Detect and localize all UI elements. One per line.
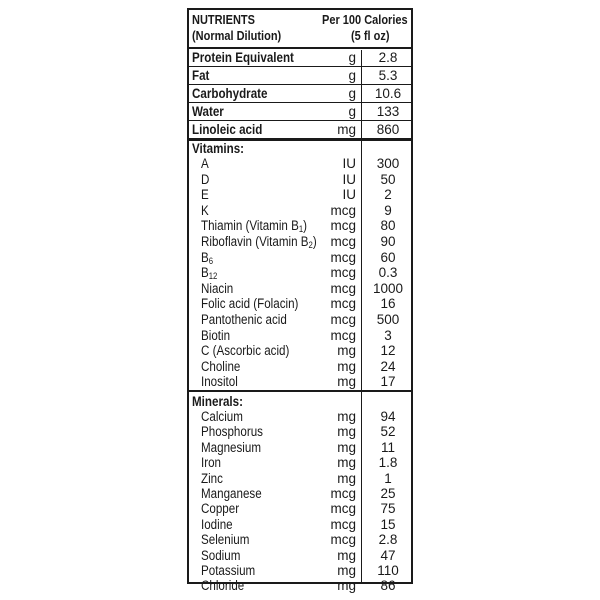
nutrient-name-text: Potassium — [201, 563, 256, 578]
nutrient-name-text: Pantothenic acid — [201, 312, 287, 327]
nutrient-name — [201, 563, 255, 578]
nutrient-unit: mg — [337, 122, 356, 137]
nutrient-name-text: Manganese — [201, 486, 262, 501]
nutrient-value: 24 — [380, 358, 396, 374]
nutrient-value: 11 — [380, 439, 395, 455]
nutrient-name-text: Calcium — [201, 409, 243, 424]
nutrient-name-text: Fat — [192, 68, 210, 83]
nutrient-unit: mcg — [330, 501, 356, 517]
nutrient-value: 2.8 — [378, 50, 398, 65]
nutrient-unit: mg — [337, 455, 356, 471]
nutrient-name — [201, 156, 209, 171]
nutrient-name-suffix: ) — [312, 234, 317, 249]
header-nutrients: NUTRIENTS — [192, 13, 255, 27]
nutrient-value: 17 — [380, 374, 396, 390]
nutrient-unit: mcg — [330, 327, 356, 343]
nutrient-name-text: Copper — [201, 501, 240, 517]
nutrient-name-text: Phosphorus — [201, 424, 263, 440]
header-per-100-calories: Per 100 Calories — [322, 13, 408, 27]
nutrient-name — [192, 68, 209, 83]
nutrient-name-text: K — [201, 202, 209, 218]
nutrient-name-text: B — [201, 249, 209, 265]
nutrient-name — [201, 578, 244, 593]
nutrient-name-text: Riboflavin (Vitamin B — [201, 234, 309, 249]
nutrient-value: 25 — [380, 486, 396, 501]
nutrient-value: 5.3 — [378, 68, 398, 83]
nutrient-value: 0.3 — [378, 265, 398, 281]
nutrient-unit: IU — [342, 156, 356, 171]
nutrient-name-text: Thiamin (Vitamin B — [201, 218, 299, 234]
nutrient-value: 75 — [380, 501, 396, 517]
minerals-title: Minerals: — [192, 394, 243, 409]
nutrient-value: 3 — [384, 327, 392, 343]
nutrient-subscript: 1 — [298, 224, 304, 235]
nutrient-unit: mg — [337, 424, 356, 440]
nutrient-name — [201, 343, 289, 358]
nutrient-name-text: Folic acid (Folacin) — [201, 296, 299, 312]
row-divider — [189, 390, 411, 392]
nutrient-name — [192, 86, 267, 101]
nutrient-name-text: Inositol — [201, 374, 238, 390]
nutrient-value: 47 — [380, 547, 396, 563]
nutrient-subscript: 6 — [208, 255, 214, 266]
nutrient-name-text: Iodine — [201, 516, 233, 532]
nutrient-name — [192, 50, 294, 65]
nutrient-name — [201, 548, 240, 563]
nutrient-value: 1.8 — [378, 455, 398, 471]
nutrient-name — [201, 328, 230, 343]
nutrient-name — [201, 312, 287, 327]
header-serving-volume: (5 fl oz) — [351, 29, 390, 43]
vitamins-title: Vitamins: — [192, 141, 245, 156]
nutrient-name — [201, 532, 249, 547]
nutrient-name — [201, 374, 238, 389]
nutrient-name-text: A — [201, 156, 209, 171]
nutrient-name — [201, 250, 213, 265]
nutrient-value: 10.6 — [374, 86, 402, 101]
nutrient-unit: mcg — [330, 249, 356, 265]
nutrient-value: 52 — [380, 424, 396, 440]
nutrient-unit: mg — [337, 439, 356, 455]
header-dilution: (Normal Dilution) — [192, 29, 282, 43]
nutrient-unit: mcg — [330, 280, 356, 296]
nutrient-name — [201, 203, 209, 218]
nutrient-subscript: 12 — [208, 271, 218, 282]
nutrient-value: 12 — [380, 343, 396, 359]
nutrient-name — [201, 359, 240, 374]
nutrient-name — [201, 486, 262, 501]
nutrient-value: 110 — [377, 563, 399, 578]
row-divider — [189, 66, 411, 67]
nutrition-table — [187, 8, 413, 594]
nutrient-name-text: E — [201, 187, 209, 203]
nutrient-value: 1000 — [372, 280, 404, 296]
nutrient-name-text: Biotin — [201, 327, 231, 343]
nutrient-name-text: Carbohydrate — [192, 86, 268, 101]
nutrient-name-text: Water — [192, 104, 224, 119]
nutrient-value: 60 — [380, 249, 396, 265]
nutrient-unit: mg — [337, 358, 356, 374]
nutrient-name-text: Zinc — [201, 470, 223, 486]
nutrient-unit: mg — [337, 409, 356, 424]
nutrient-name — [201, 440, 261, 455]
nutrient-value: 2.8 — [378, 532, 398, 548]
nutrient-name — [201, 455, 221, 470]
nutrient-name-text: Magnesium — [201, 439, 262, 455]
nutrient-unit: mcg — [330, 516, 356, 532]
nutrient-unit: mg — [337, 343, 356, 359]
nutrient-unit: mg — [337, 578, 356, 594]
nutrient-unit: IU — [342, 171, 356, 187]
nutrient-name — [201, 471, 223, 486]
nutrient-name — [201, 172, 209, 187]
nutrient-unit: mcg — [330, 532, 356, 548]
nutrient-value: 133 — [376, 104, 400, 119]
nutrient-value: 15 — [380, 516, 396, 532]
nutrient-value: 860 — [376, 122, 400, 137]
nutrient-unit: mg — [337, 374, 356, 390]
nutrient-name-text: Linoleic acid — [192, 122, 263, 137]
nutrient-subscript: 2 — [308, 240, 313, 250]
nutrient-value: 50 — [380, 171, 396, 187]
nutrient-name-text: Sodium — [201, 547, 241, 563]
nutrient-value: 500 — [376, 312, 400, 327]
nutrient-value: 300 — [376, 156, 400, 171]
nutrient-value: 1 — [384, 470, 392, 486]
nutrient-value: 94 — [380, 409, 396, 424]
nutrient-value: 80 — [380, 218, 396, 234]
nutrient-value: 2 — [384, 187, 392, 203]
header-divider — [189, 47, 411, 49]
nutrient-name-text: Choline — [201, 358, 241, 374]
nutrient-unit: mg — [337, 470, 356, 486]
nutrient-unit: mcg — [330, 234, 356, 249]
nutrient-name — [201, 234, 317, 249]
nutrient-unit: IU — [342, 187, 356, 203]
nutrient-name-text: Protein Equivalent — [192, 50, 294, 65]
nutrient-name — [192, 104, 224, 119]
nutrient-name — [201, 296, 298, 311]
nutrient-name — [201, 281, 233, 296]
nutrient-unit: mcg — [330, 486, 356, 501]
nutrient-name — [192, 122, 262, 137]
nutrient-unit: mcg — [330, 312, 356, 327]
nutrient-name-text: B — [201, 265, 209, 281]
nutrient-name-text: Chloride — [201, 578, 245, 594]
nutrient-name — [201, 424, 263, 439]
nutrient-unit: mcg — [330, 218, 356, 234]
nutrient-name-text: Selenium — [201, 532, 250, 548]
nutrient-name — [201, 218, 307, 233]
nutrient-name-text: Niacin — [201, 280, 234, 296]
nutrient-value: 9 — [384, 202, 392, 218]
row-divider — [189, 102, 411, 103]
nutrient-unit: mg — [337, 563, 356, 578]
nutrient-unit: g — [348, 86, 356, 101]
nutrient-unit: mg — [337, 547, 356, 563]
nutrient-name — [201, 265, 217, 280]
nutrient-unit: g — [348, 50, 356, 65]
nutrient-unit: mcg — [330, 296, 356, 312]
nutrient-unit: g — [348, 68, 356, 83]
nutrient-name — [201, 501, 239, 516]
row-divider — [189, 120, 411, 121]
nutrient-name-suffix: ) — [303, 218, 308, 234]
nutrient-name-text: D — [201, 171, 210, 187]
nutrient-name — [201, 187, 209, 202]
nutrient-unit: mcg — [330, 202, 356, 218]
nutrient-value: 86 — [380, 578, 396, 594]
nutrient-value: 16 — [380, 296, 396, 312]
nutrient-name — [201, 409, 243, 424]
nutrient-name-text: C (Ascorbic acid) — [201, 343, 290, 359]
nutrient-value: 90 — [380, 234, 396, 249]
nutrient-unit: mcg — [330, 265, 356, 281]
nutrient-unit: g — [348, 104, 356, 119]
nutrient-name — [201, 517, 233, 532]
nutrient-name-text: Iron — [201, 455, 222, 471]
value-column-divider — [361, 50, 362, 582]
row-divider — [189, 84, 411, 85]
